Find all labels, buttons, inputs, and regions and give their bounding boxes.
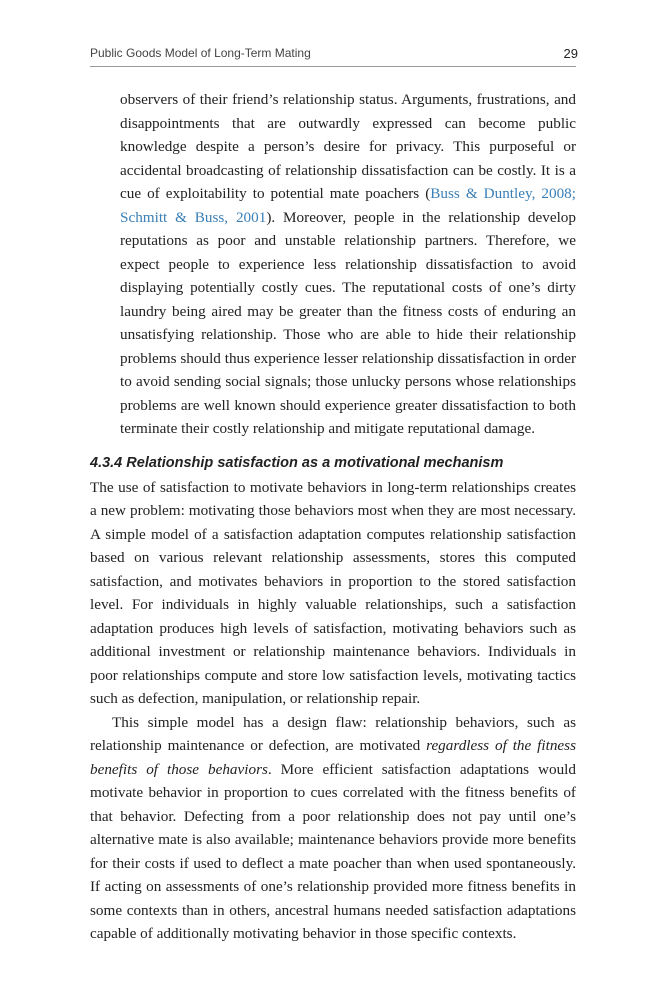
paragraph-text: ). Moreover, people in the relationship develop reputations as poor and unstable relationship partners. Therefore, we expect people to experience less relationship dissatisfaction to avoid displaying potentially costly cues. The reputational costs of one’s dirty laundry being aired may be greater than the fitness costs of enduring an unsatisfying relationship. Those who are able to hide their relationship problems should thus experience lesser relationship dissatisfaction in order to avoid sending social signals; those unlucky persons whose relationships problems are well known should experience greater dissatisfaction to both terminate their costly relationship and mitigate reputational damage.	[120, 208, 576, 437]
emphasized-text: regardless of the fitness benefits of those behaviors	[90, 737, 576, 778]
paragraph	[90, 711, 576, 946]
running-title: Public Goods Model of Long-Term Mating	[90, 46, 311, 60]
citation-link[interactable]: Schmitt & Buss, 2001	[120, 208, 267, 226]
header-rule	[90, 66, 576, 67]
page-number: 29	[563, 46, 578, 61]
paragraph: The use of satisfaction to motivate behaviors in long-term relationships creates a new problem: motivating those behaviors most when they are most necessary. A simple model of a satisfaction adaptation computes relationship satisfaction based on various relevant relationship assessments, stores this computed satisfaction, and motivates behaviors in proportion to the stored satisfaction level. For individuals in highly valuable relationships, such a satisfaction adaptation produces high levels of satisfaction, motivating behaviors such as additional investment or relationship maintenance behaviors. Individuals in poor relationships compute and store low satisfaction levels, motivating tactics such as defection, manipulation, or relationship repair.	[90, 478, 576, 707]
paragraph-text: observers of their friend’s relationship status. Arguments, frustrations, and disappointments that are outwardly expressed can become public knowledge despite a person’s desire for privacy. This purposeful or accidental broadcasting of relationship dissatisfaction can be costly. It is a cue of exploitability to potential mate poachers (	[120, 91, 576, 202]
paragraph-continuation	[90, 88, 576, 441]
citation-link[interactable]: Buss & Duntley, 2008;	[430, 185, 576, 202]
paragraph-text: . More efficient satisfaction adaptations would motivate behavior in proportion to cues correlated with the fitness benefits of that behavior. Defecting from a poor relationship does not pay until one’s alternative mate is also available; maintenance behaviors provide more benefits for their costs if used to deflect a mate poacher than when used spontaneously. If acting on assessments of one’s relationship provided more fitness benefits in some contexts than in others, ancestral humans needed satisfaction adaptations capable of additionally motivating behavior in those specific contexts.	[90, 760, 576, 942]
section-heading: 4.3.4 Relationship satisfaction as a motivational mechanism	[90, 454, 504, 471]
paragraph-text: This simple model has a design flaw: relationship behaviors, such as relationship maintenance or defection, are motivated	[90, 713, 576, 754]
body-text	[90, 88, 576, 946]
